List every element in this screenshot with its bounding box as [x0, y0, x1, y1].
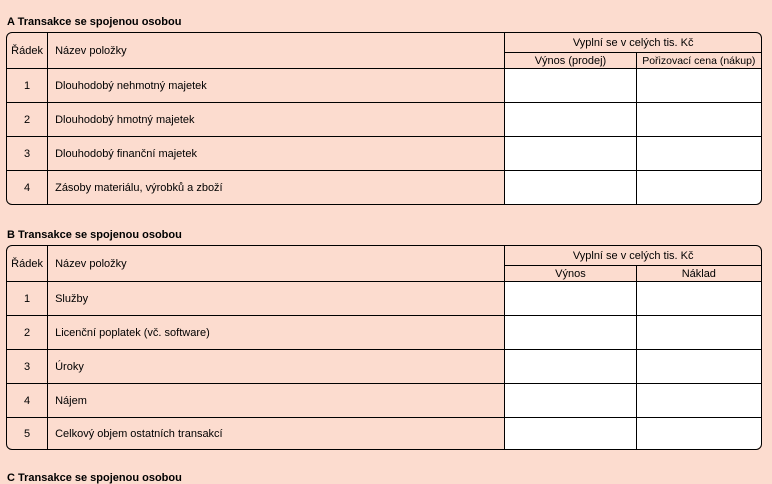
section-b-table — [6, 245, 762, 450]
header-item-name: Název položky — [48, 33, 505, 69]
cost-input[interactable] — [637, 350, 761, 384]
header-value-group: Vyplní se v celých tis. Kč — [505, 246, 761, 266]
row-name: Dlouhodobý hmotný majetek — [48, 103, 505, 137]
header-row-number: Řádek — [7, 246, 48, 282]
cost-input[interactable] — [637, 418, 761, 449]
row-number: 4 — [7, 171, 48, 204]
row-name: Dlouhodobý nehmotný majetek — [48, 69, 505, 103]
table-row — [7, 384, 761, 418]
header-revenue-sale: Výnos (prodej) — [505, 53, 636, 69]
purchase-input[interactable] — [637, 69, 761, 103]
table-row — [7, 418, 761, 449]
row-number: 1 — [7, 282, 48, 316]
section-a-title: A Transakce se spojenou osobou — [7, 16, 182, 28]
revenue-input[interactable] — [505, 137, 636, 171]
purchase-input[interactable] — [637, 171, 761, 204]
section-b-title: B Transakce se spojenou osobou — [7, 229, 182, 241]
row-number: 3 — [7, 350, 48, 384]
table-row — [7, 350, 761, 384]
row-name: Celkový objem ostatních transakcí — [48, 418, 505, 449]
header-purchase-price: Pořizovací cena (nákup) — [637, 53, 761, 69]
revenue-input[interactable] — [505, 384, 636, 418]
row-number: 3 — [7, 137, 48, 171]
row-name: Služby — [48, 282, 505, 316]
header-revenue: Výnos — [505, 266, 636, 282]
row-name: Licenční poplatek (vč. software) — [48, 316, 505, 350]
revenue-input[interactable] — [505, 316, 636, 350]
table-row — [7, 137, 761, 171]
cost-input[interactable] — [637, 384, 761, 418]
header-row-number: Řádek — [7, 33, 48, 69]
row-name: Dlouhodobý finanční majetek — [48, 137, 505, 171]
table-row — [7, 69, 761, 103]
revenue-input[interactable] — [505, 350, 636, 384]
row-name: Nájem — [48, 384, 505, 418]
revenue-input[interactable] — [505, 418, 636, 449]
purchase-input[interactable] — [637, 137, 761, 171]
section-a-table — [6, 32, 762, 205]
revenue-input[interactable] — [505, 69, 636, 103]
row-number: 2 — [7, 316, 48, 350]
revenue-input[interactable] — [505, 282, 636, 316]
row-name: Úroky — [48, 350, 505, 384]
row-number: 1 — [7, 69, 48, 103]
cost-input[interactable] — [637, 282, 761, 316]
table-row — [7, 316, 761, 350]
cost-input[interactable] — [637, 316, 761, 350]
row-number: 5 — [7, 418, 48, 449]
table-row — [7, 171, 761, 204]
row-number: 2 — [7, 103, 48, 137]
purchase-input[interactable] — [637, 103, 761, 137]
header-value-group: Vyplní se v celých tis. Kč — [505, 33, 761, 53]
revenue-input[interactable] — [505, 171, 636, 204]
header-cost: Náklad — [637, 266, 761, 282]
table-row — [7, 103, 761, 137]
section-c-title: C Transakce se spojenou osobou — [7, 472, 182, 484]
row-number: 4 — [7, 384, 48, 418]
revenue-input[interactable] — [505, 103, 636, 137]
header-item-name: Název položky — [48, 246, 505, 282]
table-row — [7, 282, 761, 316]
row-name: Zásoby materiálu, výrobků a zboží — [48, 171, 505, 204]
